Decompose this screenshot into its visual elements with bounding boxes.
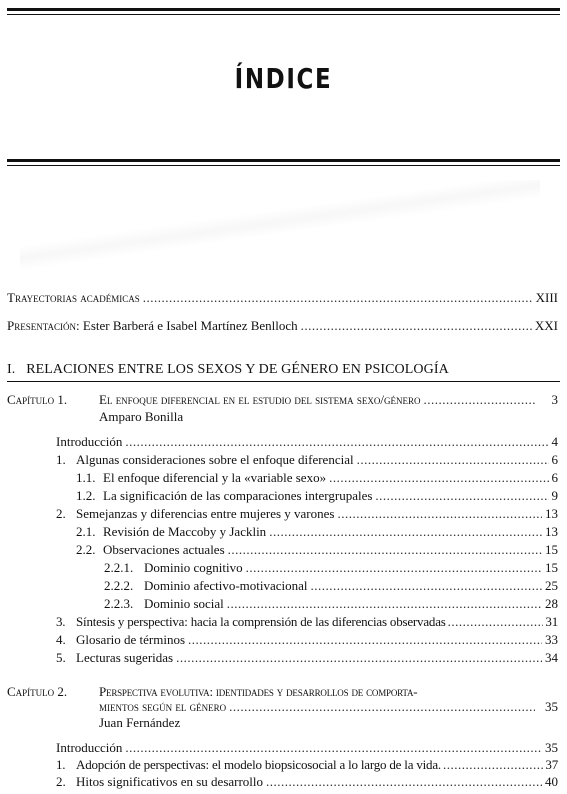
toc-entry[interactable]	[56, 757, 558, 773]
toc-entry[interactable]	[104, 578, 558, 594]
entry-authors: Ester Barberá e Isabel Martínez Benlloch	[82, 318, 298, 333]
toc-entry[interactable]	[56, 774, 558, 790]
entry-page: 28	[545, 596, 558, 611]
leader-dots	[188, 632, 542, 648]
entry-number: 1.	[56, 757, 66, 772]
leader-dots	[337, 506, 542, 522]
entry-page: 34	[545, 650, 558, 665]
chapter-author: Amparo Bonilla	[99, 409, 184, 424]
top-rule-thin	[7, 14, 560, 15]
toc-chapter-2-cont[interactable]	[99, 699, 558, 715]
entry-page: 6	[551, 452, 558, 467]
entry-page: 33	[545, 632, 558, 647]
chapter-title-line2: mientos según el género	[99, 699, 227, 714]
part-rule	[7, 381, 560, 382]
leader-dots	[246, 560, 542, 576]
toc-entry[interactable]	[56, 506, 558, 522]
toc-entry-trayectorias[interactable]	[7, 290, 558, 306]
leader-dots	[424, 392, 535, 408]
entry-number: 1.	[56, 452, 66, 467]
entry-label: Presentación	[7, 318, 77, 333]
entry-number: 4.	[56, 632, 66, 647]
chapter-page: 35	[545, 699, 558, 714]
leader-dots	[125, 740, 542, 756]
entry-number: 2.2.	[76, 542, 96, 557]
entry-title: Hitos significativos en su desarrollo	[76, 774, 264, 789]
toc-entry[interactable]	[104, 560, 558, 576]
toc-entry[interactable]	[76, 470, 558, 486]
entry-page: 4	[551, 434, 558, 449]
entry-number: 2.	[56, 774, 66, 789]
toc-entry[interactable]	[56, 434, 558, 450]
leader-dots	[311, 578, 542, 594]
leader-dots	[176, 650, 542, 666]
chapter-label: Capítulo 1.	[7, 392, 68, 407]
toc-entry[interactable]	[56, 614, 558, 630]
part-number: I.	[7, 362, 16, 377]
chapter-title: El enfoque diferencial en el estudio del sistema sexo/género	[99, 392, 421, 407]
chapter-author: Juan Fernández	[99, 715, 181, 730]
entry-number: 1.1.	[76, 470, 96, 485]
toc-entry[interactable]	[56, 632, 558, 648]
toc-entry[interactable]	[56, 650, 558, 666]
entry-title: El enfoque diferencial y la «variable sexo»	[103, 470, 327, 485]
toc-entry[interactable]	[104, 596, 558, 612]
leader-dots	[228, 542, 542, 558]
page-title: ÍNDICE	[234, 62, 333, 95]
chapter-title-line1: Perspectiva evolutiva: identidades y desarrollos de comporta-	[99, 684, 418, 699]
entry-page: XXI	[534, 318, 558, 333]
entry-number: 1.2.	[76, 488, 96, 503]
entry-title: Introducción	[56, 434, 123, 449]
entry-page: 25	[545, 578, 558, 593]
leader-dots	[329, 470, 548, 486]
entry-title: Dominio afectivo-motivacional	[144, 578, 308, 593]
entry-number: 2.2.2.	[104, 578, 134, 593]
leader-dots	[227, 596, 542, 612]
entry-page: 9	[551, 488, 558, 503]
leader-dots	[266, 774, 542, 790]
scan-streak	[20, 180, 540, 270]
entry-title: Glosario de términos	[76, 632, 186, 647]
entry-number: 2.1.	[76, 524, 96, 539]
entry-title: Lecturas sugeridas	[76, 650, 174, 665]
toc-entry-presentacion[interactable]: Presentación : Ester Barberá e Isabel Martínez Benlloch ..... XXI	[7, 318, 558, 334]
entry-page: 35	[545, 740, 558, 755]
part-heading	[7, 361, 449, 379]
entry-number: 2.	[56, 506, 66, 521]
toc-entry[interactable]	[76, 488, 558, 504]
leader-dots	[357, 452, 549, 468]
entry-title: Introducción	[56, 740, 123, 755]
entry-number: 3.	[56, 614, 66, 629]
entry-page: 15	[545, 560, 558, 575]
toc-entry[interactable]	[56, 740, 558, 756]
toc-entry[interactable]	[76, 542, 558, 558]
entry-title: Trayectorias académicas	[7, 290, 140, 305]
chapter-page: 3	[551, 392, 558, 407]
leader-dots	[143, 290, 533, 306]
entry-title: Semejanzas y diferencias entre mujeres y varones	[76, 506, 335, 521]
entry-title: Síntesis y perspectiva: hacia la comprensión de las diferencias observadas	[76, 614, 446, 629]
leader-dots	[443, 757, 543, 773]
mid-rule-thin	[7, 165, 560, 166]
entry-page: 13	[545, 506, 558, 521]
entry-title: Observaciones actuales	[103, 542, 225, 557]
entry-page: 37	[545, 757, 558, 772]
entry-page: 15	[545, 542, 558, 557]
toc-chapter-2[interactable]	[7, 684, 558, 700]
entry-title: La significación de las comparaciones intergrupales	[103, 488, 373, 503]
entry-title: Adopción de perspectivas: el modelo biopsicosocial a lo largo de la vida.	[76, 757, 441, 772]
entry-page: 13	[545, 524, 558, 539]
toc-chapter-1[interactable]	[7, 392, 558, 408]
entry-page: 40	[545, 774, 558, 789]
leader-dots	[301, 318, 532, 334]
entry-page: 6	[551, 470, 558, 485]
leader-dots	[125, 434, 548, 450]
leader-dots	[229, 699, 535, 715]
entry-title: Algunas consideraciones sobre el enfoque diferencial	[76, 452, 354, 467]
entry-title: Revisión de Maccoby y Jacklin	[103, 524, 267, 539]
entry-page: XIII	[535, 290, 558, 305]
leader-dots	[269, 524, 542, 540]
leader-dots	[375, 488, 548, 504]
leader-dots	[448, 614, 544, 630]
entry-number: 2.2.1.	[104, 560, 134, 575]
entry-number: 5.	[56, 650, 66, 665]
part-title: RELACIONES ENTRE LOS SEXOS Y DE GÉNERO EN PSICOLOGÍA	[26, 362, 449, 377]
entry-title: Dominio cognitivo	[144, 560, 243, 575]
top-rule-thick	[7, 8, 560, 11]
toc-entry[interactable]	[56, 452, 558, 468]
mid-rule-thick	[7, 159, 560, 162]
toc-entry[interactable]	[76, 524, 558, 540]
entry-page: 31	[545, 614, 558, 629]
chapter-label: Capítulo 2.	[7, 684, 68, 699]
entry-number: 2.2.3.	[104, 596, 134, 611]
entry-title: Dominio social	[144, 596, 224, 611]
